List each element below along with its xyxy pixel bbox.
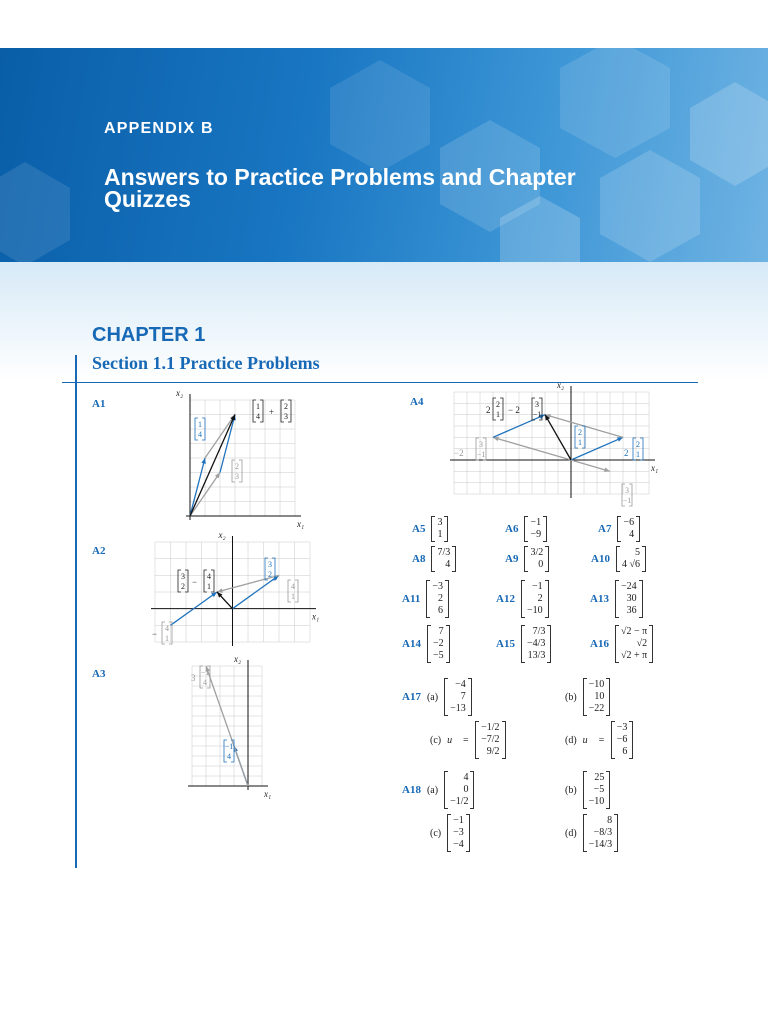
matrix-entry: 1 [636, 450, 640, 459]
vector-arrow-5 [190, 415, 235, 517]
vector-entry: −3 [453, 827, 464, 838]
column-vector [583, 678, 611, 716]
vector-entry: −1 [531, 581, 543, 592]
matrix-entry: 4 [165, 624, 169, 633]
vector-entry: −24 [620, 581, 637, 592]
answer-label: A11 [402, 593, 421, 605]
page-title: Answers to Practice Problems and Chapter Quizzes [104, 164, 576, 212]
answer-label: A13 [590, 593, 609, 605]
matrix-entry: 1 [198, 420, 202, 429]
answer-A12 [496, 580, 549, 618]
axis-label-x1: x₁ [297, 519, 305, 529]
matrix-entry: 3 [235, 472, 239, 481]
vector-entry: 5 [634, 547, 640, 558]
header-banner [0, 48, 768, 262]
problem-label-a3: A3 [92, 668, 106, 680]
vector-entry: 4 √6 [621, 559, 640, 570]
annotation-diff-term-1 [493, 398, 503, 420]
problem-label-a2: A2 [92, 545, 106, 557]
vector-entry: 6 [437, 605, 443, 616]
matrix-entry: 4 [227, 752, 231, 761]
answer--d [565, 814, 618, 852]
vector-entry: −10 [588, 796, 605, 807]
part-label: (b) [565, 691, 577, 703]
vector-entry: 10 [594, 691, 605, 702]
vector-entry: −10 [526, 605, 543, 616]
vector-entry: 4 [445, 559, 451, 570]
matrix-entry: 3 [535, 400, 539, 409]
annotation-op: − 2 [508, 405, 520, 415]
answer-A14 [402, 625, 450, 663]
vector-entry: 3 [437, 517, 443, 528]
matrix-entry: −1 [532, 410, 542, 419]
answer-label: A9 [505, 553, 519, 565]
answer-A7 [598, 516, 640, 542]
matrix-entry: 4 [198, 430, 202, 439]
vector-entry: −8/3 [593, 827, 613, 838]
axis-label-x1: x₁ [651, 463, 659, 473]
vector-entry: 1 [437, 529, 443, 540]
matrix-entry: 2 [235, 462, 239, 471]
vector-entry: 25 [594, 772, 605, 783]
matrix-entry: 2 [636, 440, 640, 449]
vector-entry: 0 [463, 784, 469, 795]
matrix-entry: 3 [181, 572, 185, 581]
answer-A11 [402, 580, 449, 618]
answer-label: A12 [496, 593, 515, 605]
column-vector [583, 814, 618, 852]
annotation-vector-a4-gray [476, 438, 486, 460]
answer-label: A16 [590, 638, 609, 650]
column-vector [615, 580, 643, 618]
answer--c [430, 814, 470, 852]
column-vector [447, 814, 470, 852]
figure-a2 [150, 530, 320, 654]
matrix-entry: 1 [256, 402, 260, 411]
matrix-entry: 4 [291, 582, 295, 591]
vector-entry: −5 [593, 784, 605, 795]
hexagon-pattern [0, 48, 768, 262]
axis-label-x2: x₂ [218, 530, 226, 540]
answer-A16 [590, 625, 653, 663]
annotation-coef: 2 [486, 405, 491, 415]
vector-entry: −13 [450, 703, 466, 714]
vector-entry: 0 [538, 559, 544, 570]
vector-entry: −1/2 [481, 722, 500, 733]
annotation-sum-term-2 [281, 400, 291, 422]
vector-entry: 6 [622, 746, 628, 757]
grid [454, 392, 649, 494]
answer-label: A7 [598, 523, 612, 535]
column-vector [617, 516, 640, 542]
answer-A5 [412, 516, 448, 542]
vector-name: u⃗ = [582, 734, 605, 746]
column-vector [524, 516, 547, 542]
annotation-vector-a4-blue [633, 438, 643, 460]
vector-entry: −2 [432, 638, 444, 649]
part-label: (a) [426, 784, 439, 796]
axis-label-x2: x₂ [234, 654, 242, 664]
section-rule [62, 382, 698, 383]
vector-entry: −7/2 [481, 734, 500, 745]
problem-label-a4: A4 [410, 396, 424, 408]
appendix-label: APPENDIX B [104, 120, 214, 137]
section-heading: Section 1.1 Practice Problems [92, 353, 320, 373]
answer--d [565, 721, 633, 759]
figure-a4 [450, 380, 660, 510]
part-label: (a) [426, 691, 439, 703]
answer-label: A6 [505, 523, 519, 535]
vector-entry: −3 [616, 722, 628, 733]
answer-label: A17 [402, 691, 421, 703]
matrix-entry: 2 [496, 400, 500, 409]
vector-entry: 9/2 [486, 746, 500, 757]
answer--c [430, 721, 506, 759]
annotation-prefix: 2 [624, 448, 629, 458]
column-vector [431, 516, 448, 542]
part-label: (d) [565, 827, 577, 839]
answer-label: A14 [402, 638, 421, 650]
answer-A17-a [402, 678, 472, 716]
matrix-entry: 4 [203, 678, 207, 687]
matrix-entry: −1 [224, 742, 234, 751]
column-vector [426, 580, 449, 618]
vector-entry: −14/3 [588, 839, 613, 850]
matrix-entry: 3 [268, 560, 272, 569]
vector-arrow-6 [571, 460, 610, 472]
column-vector [521, 625, 551, 663]
annotation-diff-term-2 [204, 570, 214, 592]
answer-A10 [591, 546, 646, 572]
vector-entry: −5 [432, 650, 444, 661]
column-vector [524, 546, 549, 572]
part-label: (b) [565, 784, 577, 796]
annotation-op: + [269, 407, 275, 417]
matrix-entry: 1 [165, 634, 169, 643]
part-label: (c) [430, 827, 442, 839]
vector-entry: 36 [626, 605, 637, 616]
vector-entry: 2 [437, 593, 443, 604]
annotation-diff-term-2 [532, 398, 542, 420]
vector-entry: 8 [607, 815, 613, 826]
axis-label-x2: x₂ [176, 388, 184, 398]
column-vector [521, 580, 549, 618]
answer-A15 [496, 625, 551, 663]
annotation-vector-a1-gray [232, 460, 242, 482]
part-label: (c) [430, 734, 442, 746]
column-vector [431, 546, 456, 572]
axis-label-x2: x₂ [557, 380, 565, 390]
annotation-diff-term-1 [178, 570, 188, 592]
answer--b [565, 678, 610, 716]
answer-A18-a [402, 771, 474, 809]
vector-entry: 4 [463, 772, 469, 783]
vector-entry: 30 [626, 593, 637, 604]
figure-a1 [175, 388, 315, 533]
vector-entry: 2 [537, 593, 543, 604]
annotation-vector-a4-blue-small [575, 426, 585, 448]
matrix-entry: 2 [578, 428, 582, 437]
problem-label-a1: A1 [92, 398, 106, 410]
column-vector [611, 721, 634, 759]
vector-entry: √2 + π [620, 650, 648, 661]
axes [151, 536, 316, 646]
column-vector [444, 771, 474, 809]
column-vector [615, 625, 653, 663]
axis-label-x1: x₁ [264, 789, 272, 799]
matrix-entry: 2 [181, 582, 185, 591]
matrix-entry: 3 [625, 486, 629, 495]
answer-A9 [505, 546, 549, 572]
answer-label: A10 [591, 553, 610, 565]
axis-label-x1: x₁ [312, 611, 320, 622]
margin-rule [75, 355, 77, 868]
vector-entry: 7/3 [532, 626, 546, 637]
annotation-prefix: −2 [454, 448, 464, 458]
vector-entry: −1 [530, 517, 542, 528]
vector-entry: 13/3 [527, 650, 546, 661]
vector-entry: √2 − π [620, 626, 648, 637]
vector-arrow-4 [217, 592, 233, 609]
matrix-entry: 2 [268, 570, 272, 579]
matrix-entry: 4 [207, 572, 211, 581]
vector-name: u⃗ = [447, 734, 470, 746]
vector-entry: −4 [455, 679, 466, 690]
vector-entry: 7 [438, 626, 444, 637]
vector-entry: 7 [460, 691, 466, 702]
answer-A13 [590, 580, 643, 618]
annotation-prefix: − [152, 629, 158, 639]
matrix-entry: 1 [496, 410, 500, 419]
vector-entry: −1 [453, 815, 464, 826]
figure-a3 [188, 654, 280, 800]
annotation-prefix: 3 [191, 673, 196, 683]
annotation-op: − [192, 577, 198, 587]
answer-label: A5 [412, 523, 426, 535]
column-vector [444, 678, 472, 716]
vector-entry: −10 [588, 679, 605, 690]
chapter-heading: CHAPTER 1 [92, 324, 206, 346]
vector-entry: −9 [530, 529, 542, 540]
matrix-entry: −1 [200, 668, 210, 677]
answer-label: A8 [412, 553, 426, 565]
annotation-vector-a3-gray [200, 666, 210, 688]
answer-A8 [412, 546, 456, 572]
matrix-entry: 4 [256, 412, 260, 421]
matrix-entry: −1 [476, 450, 486, 459]
annotation-vector-a2-gray [288, 580, 298, 602]
matrix-entry: 1 [207, 582, 211, 591]
vector-entry: 4 [629, 529, 635, 540]
answer--b [565, 771, 610, 809]
matrix-entry: −1 [622, 496, 632, 505]
vector-entry: −22 [588, 703, 605, 714]
matrix-entry: 2 [284, 402, 288, 411]
column-vector [616, 546, 646, 572]
answer-label: A18 [402, 784, 421, 796]
vector-entry: √2 [636, 638, 648, 649]
answer-A6 [505, 516, 547, 542]
matrix-entry: 3 [284, 412, 288, 421]
annotation-vector-a4-small-gray [622, 484, 632, 506]
annotation-vector-a3-blue [224, 740, 234, 762]
vector-entry: −4 [453, 839, 464, 850]
vector-entry: 7/3 [437, 547, 451, 558]
column-vector [583, 771, 611, 809]
vector-entry: −6 [623, 517, 635, 528]
column-vector [475, 721, 505, 759]
vector-entry: −1/2 [450, 796, 469, 807]
answer-label: A15 [496, 638, 515, 650]
vector-entry: 3/2 [530, 547, 544, 558]
part-label: (d) [565, 734, 577, 746]
vector-entry: −4/3 [526, 638, 546, 649]
matrix-entry: 1 [578, 438, 582, 447]
matrix-entry: 3 [479, 440, 483, 449]
annotation-sum-term-1 [253, 400, 263, 422]
vector-entry: −6 [616, 734, 628, 745]
column-vector [427, 625, 450, 663]
vector-entry: −3 [432, 581, 443, 592]
matrix-entry: 1 [291, 592, 295, 601]
